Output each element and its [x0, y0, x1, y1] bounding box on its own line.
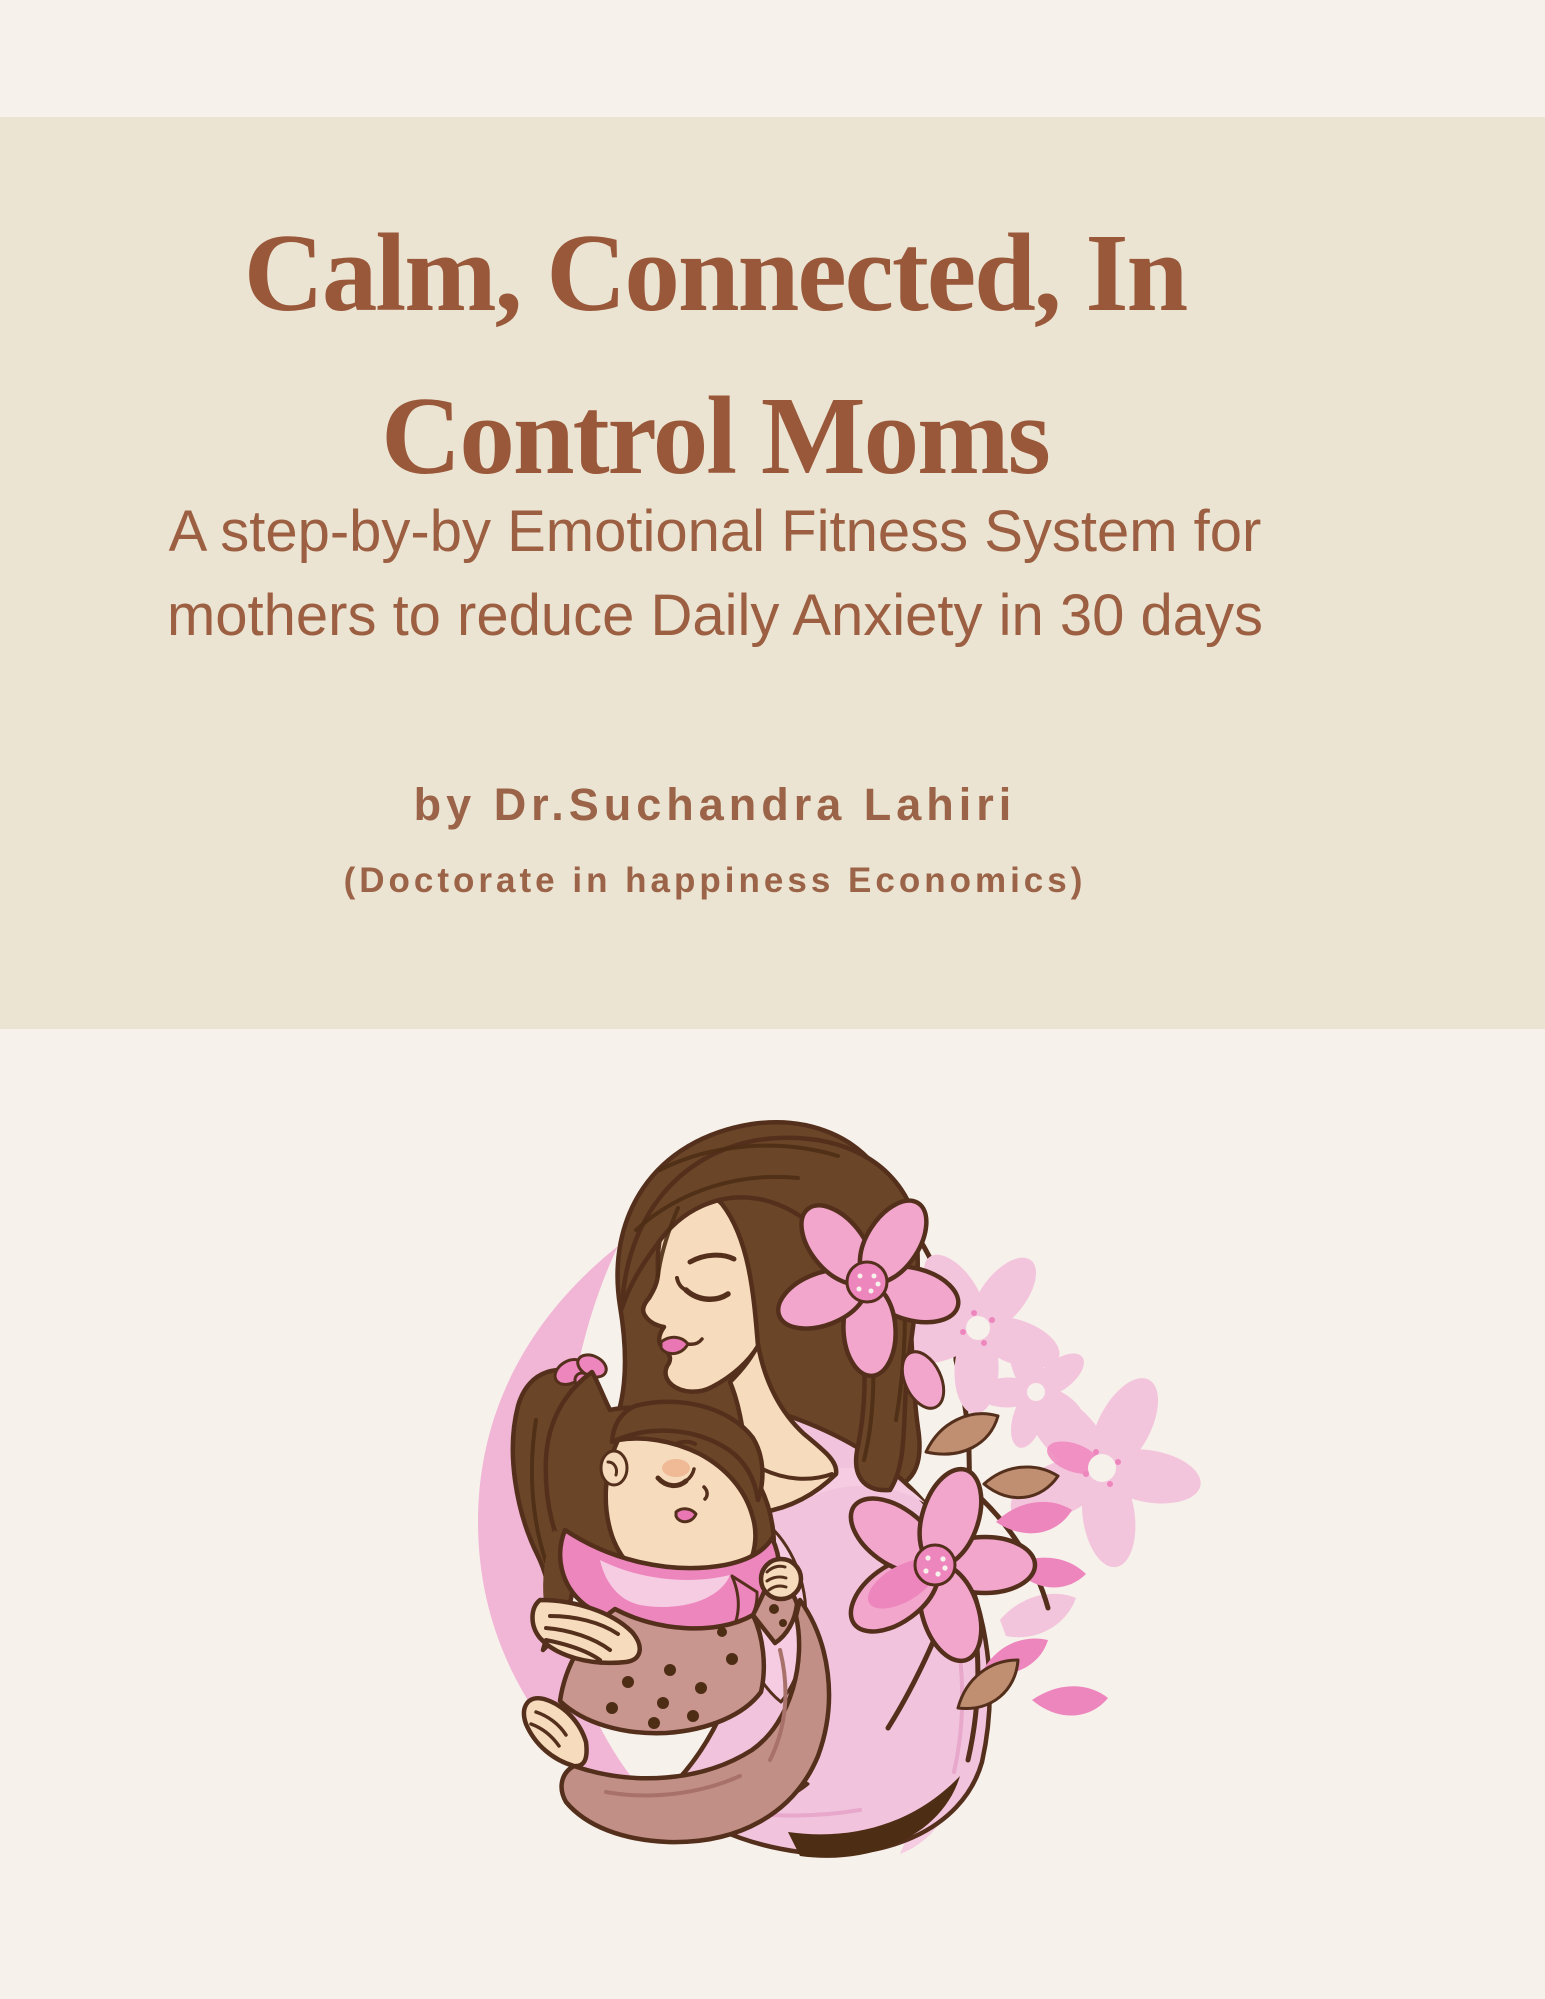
mother-child-illustration — [360, 1060, 1220, 1880]
child-cheek-blush — [662, 1459, 690, 1477]
title-line-2: Control Moms — [381, 375, 1049, 499]
leaf-light — [1000, 1594, 1076, 1637]
subtitle-line-2: mothers to reduce Daily Anxiety in 30 days — [166, 583, 1264, 649]
subtitle — [60, 490, 1370, 658]
page-title — [60, 192, 1370, 518]
author-credential: (Doctorate in happiness Economics) — [343, 861, 1087, 900]
author-byline: by Dr.Suchandra Lahiri — [413, 779, 1017, 830]
child-mouth — [676, 1509, 696, 1522]
subtitle-line-1: A step-by-by Emotional Fitness System for — [168, 499, 1262, 564]
title-line-1: Calm, Connected, In — [243, 212, 1187, 335]
child-eyebrow — [676, 1442, 695, 1444]
child-ear — [601, 1451, 627, 1485]
